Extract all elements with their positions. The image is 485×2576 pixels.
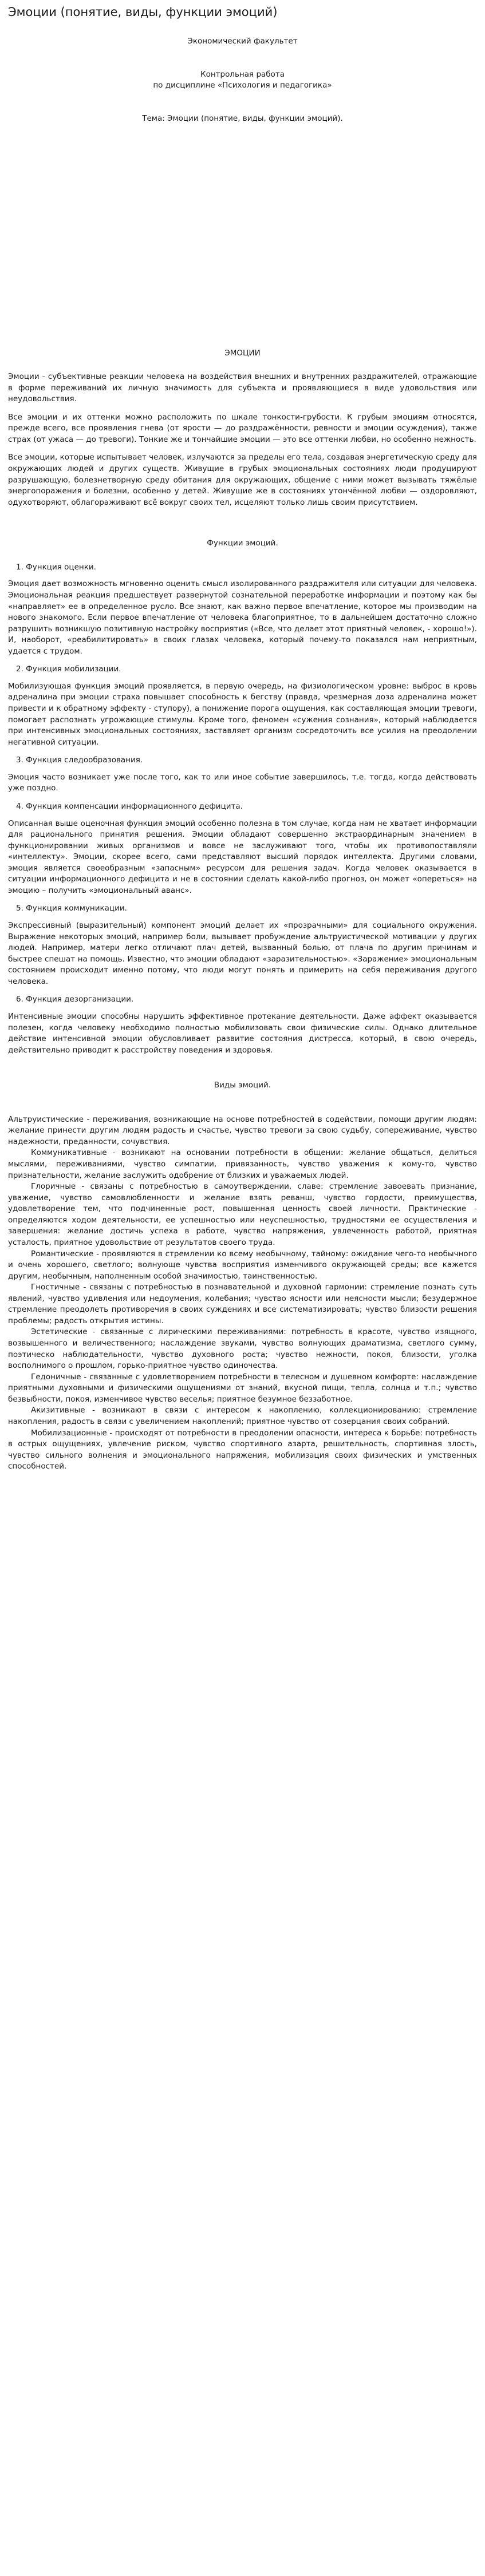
emotions-section	[8, 348, 477, 509]
function-text: Мобилизующая функция эмоций проявляется, в первую очередь, на физиологическом уровне: выброс в кровь адреналина при эмоции страха повышает способность к бегству (правда, чрезмерная доза адреналина может привести и к обратному эффекту - ступору), а понижение порога ощущения, как составляющая эмоции тревоги, помогает распознать угрожающие стимулы. Кроме того, феномен «сужения сознания», который наблюдается при интенсивных эмоциональных состояниях, заставляет организм сосредоточить все усилия на преодолении негативной ситуации.	[8, 681, 477, 747]
emotion-type-item: Гедоничные - связанные с удовлетворением потребности в телесном и душевном комфорте: наслаждение приятными духовными и физическими ощущениями от знаний, вкусной пищи, тепла, солнца и т.п.; чувство безвыбности, покоя, изменчивое чувство веселья; приятное безумное беззаботное.	[8, 1372, 477, 1404]
page-title: Эмоции (понятие, виды, функции эмоций)	[8, 5, 278, 19]
types-section	[8, 1080, 477, 1473]
function-title: 5. Функция коммуникации.	[16, 904, 127, 913]
cover-block	[8, 36, 477, 124]
emotion-type-item: Мобилизационные - происходят от потребности в преодолении опасности, интереса к борьбе: потребность в острых ощущениях, увлечение риском, чувство спортивного азарта, решительность, спортивная злость, чувство сильного волнения и эмоционального напряжения, мобилизация своих физических и умственных способностей.	[8, 1428, 477, 1471]
types-heading: Виды эмоций.	[214, 1081, 271, 1090]
faculty-line: Экономический факультет	[187, 37, 298, 46]
paragraph: Все эмоции и их оттенки можно расположить по шкале тонкости-грубости. К грубым эмоциям относятся, прежде всего, все проявления гнева (от ярости — до раздражённости, ревности и эмоции осуждения), также страх (от ужаса — до тревоги). Тонкие же и тончайшие эмоции — это все оттенки любви, но особенно нежность.	[8, 412, 477, 444]
function-title: 3. Функция следообразования.	[16, 755, 143, 765]
function-text: Эмоция дает возможность мгновенно оценить смысл изолированного раздражителя или ситуации для человека. Эмоциональная реакция предшествует развернутой сознательной переработке информации и поэтому как бы «направляет» ее в определенное русло. Все знают, как важно первое впечатление, которое мы производим на нового знакомого. Если первое впечатление от человека благоприятное, то в дальнейшем достаточно сложно разрушить возникшую позитивную настройку восприятия («Все, что делает этот приятный человек, - хорошо!»). И, наоборот, «реабилитировать» в своих глазах человека, который почему-то показался нам неприятным, удается с трудом.	[8, 579, 477, 656]
emotion-type-item: Альтруистические - переживания, возникающие на основе потребностей в содействии, помощи другим людям: желание принести другим людям радость и счастье, чувство тревоги за свою судьбу, сопереживание, чувство надежности, преданности, сочувствия.	[8, 1114, 477, 1146]
emotion-type-item: Гностичные - связаны с потребностью в познавательной и духовной гармонии: стремление познать суть явлений, чувство удивления или недоумения, колебания; чувство ясности или неясности мысли; безудержное стремление преодолеть противоречия в своих суждениях и все систематизировать; чувство близости решения проблемы; радость открытия истины.	[8, 1283, 477, 1325]
emotions-heading: ЭМОЦИИ	[224, 348, 261, 358]
emotion-type-item: Коммуникативные - возникают на основании потребности в общении: желание общаться, делиться мыслями, переживаниями, чувство симпатии, привязанность, чувство уважения к кому-то, чувство признательности, желание заслужить одобрение от близких и уважаемых людей.	[8, 1148, 477, 1180]
function-title: 4. Функция компенсации информационного дефицита.	[16, 801, 243, 811]
emotion-type-item: Романтические - проявляются в стремлении ко всему необычному, тайному: ожидание чего-то необычного и очень хорошего, светлого; волнующе чувства восприятия изменчивого окружающей среды; все кажется другим, необычным, наполненным особой значимостью, таинственностью.	[8, 1249, 477, 1281]
function-text: Экспрессивный (выразительный) компонент эмоций делает их «прозрачными» для социального окружения. Выражение некоторых эмоций, например боли, вызывает пробуждение альтруистической мотивации у других людей. Например, матери легко отличают плач детей, вызванный болью, от плача по другим причинам и быстрее спешат на помощь. Известно, что эмоции обладают «заразительностью». «Заражение» эмоциональным состоянием происходит именно потому, что люди могут понять и примерить на себя переживания другого человека.	[8, 921, 477, 986]
functions-section	[8, 538, 477, 1056]
function-title: 2. Функция мобилизации.	[16, 664, 121, 674]
functions-heading: Функции эмоций.	[207, 539, 278, 548]
function-title: 6. Функция дезорганизации.	[16, 995, 134, 1004]
function-text: Интенсивные эмоции способны нарушить эффективное протекание деятельности. Даже аффект оказывается полезен, когда человеку необходимо полностью мобилизовать свои физические силы. Однако длительное действие интенсивной эмоции обусловливает развитие состояния дистресса, который, в свою очередь, действительно приводит к расстройству поведения и здоровья.	[8, 1011, 477, 1055]
types-list	[8, 1114, 477, 1473]
work-type-line: Контрольная работа	[200, 69, 285, 79]
emotion-type-item: Акизитивные - возникают в связи с интересом к накоплению, коллекционированию: стремление накопления, радость в связи с увеличением накоплений; приятное чувство от созерцания своих собраний.	[8, 1406, 477, 1426]
emotion-type-item: Глоричные - связаны с потребностью в самоутверждении, славе: стремление завоевать признание, уважение, чувство самовлюбленности и желание взять реванш, чувство гордости, преимущества, удовлетворение тем, что подчиненные рост, повышенная ценность своей личности. Практические - определяются ходом деятельности, ее успешностью или неуспешностью, трудностями ее осуществления и завершения: желание достичь успеха в работе, чувство напряжения, увлеченность работой, приятная усталость, приятное удовольствие от результатов своего труда.	[8, 1182, 477, 1247]
function-text: Описанная выше оценочная функция эмоций особенно полезна в том случае, когда нам не хватает информации для рационального принятия решения. Эмоции обладают совершенно экстраординарным значением в функционировании живых организмов и вовсе не заслуживают того, чтобы их противопоставляли «интеллекту». Эмоции, скорее всего, сами представляют высший порядок интеллекта. Другими словами, эмоция является своеобразным «запасным» ресурсом для решения задач. Когда человек оказывается в ситуации информационного дефицита и не в состоянии сделать какой-либо прогноз, он может «опереться» на эмоцию – получить «эмоциональный аванс».	[8, 818, 477, 895]
function-text: Эмоция часто возникает уже после того, как то или иное событие завершилось, т.е. тогда, когда действовать уже поздно.	[8, 772, 477, 793]
paragraph: Эмоции - субъективные реакции человека на воздействия внешних и внутренних раздражителей, отражающие в форме переживаний их личную значимость для субъекта и проявляющиеся в виде удовольствия или неудовольствия.	[8, 372, 477, 404]
paragraph: Все эмоции, которые испытывает человек, излучаются за пределы его тела, создавая энергетическую среду для окружающих людей и других существ. Живущие в грубых эмоциональных состояниях люди продуцируют разрушающую, болезнетворную среду обитания для окружающих, общение с ними может вызывать тяжёлые энергопоражения и болезни, особенно у детей. Живущие же в состояниях утончённой любви — оздоровляют, одухотворяют, облагораживают всё вокруг своих тел, исцеляют только лишь своим присутствием.	[8, 453, 477, 507]
function-title: 1. Функция оценки.	[16, 562, 96, 572]
discipline-line: по дисциплине «Психология и педагогика»	[153, 81, 332, 90]
theme-line: Тема: Эмоции (понятие, виды, функции эмоций).	[142, 113, 343, 123]
emotion-type-item: Эстетические - связанные с лирическими переживаниями: потребность в красоте, чувство изящного, возвышенного и величественного; наслаждение звуками, чувство волнующих драматизма, светлого сумму, поэтическо наблюдательности, чувство духовного роста; чувство нежности, покоя, близости, уголка восполнимого о прошлом, горько-приятное чувство одиночества.	[8, 1327, 477, 1371]
